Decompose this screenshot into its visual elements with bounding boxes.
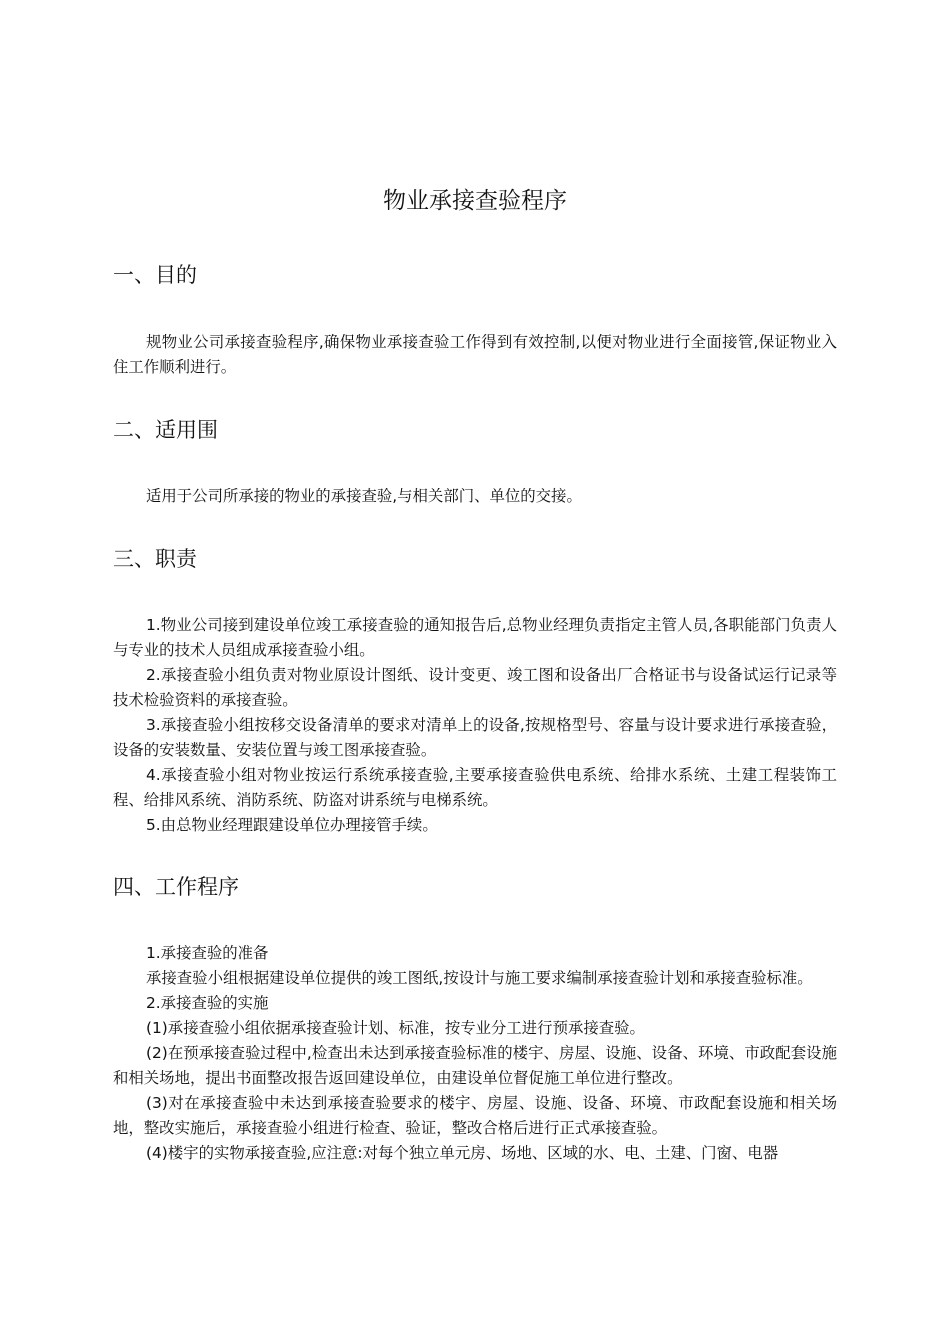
procedure-item: 承接查验小组根据建设单位提供的竣工图纸,按设计与施工要求编制承接查验计划和承接查验标准。 bbox=[146, 969, 813, 987]
section-heading-scope: 二、适用围 bbox=[113, 418, 218, 442]
procedure-item: (1)承接查验小组依据承接查验计划、标准，按专业分工进行预承接查验。 bbox=[146, 1019, 645, 1037]
procedure-item: 1.承接查验的准备 bbox=[146, 944, 269, 962]
procedure-item: 2.承接查验的实施 bbox=[146, 994, 269, 1012]
section-heading-purpose: 一、目的 bbox=[113, 263, 197, 287]
duties-list bbox=[113, 613, 837, 838]
duty-item: 1.物业公司接到建设单位竣工承接查验的通知报告后,总物业经理负责指定主管人员,各职能部门负责人与专业的技术人员组成承接查验小组。 bbox=[113, 616, 837, 659]
duty-item: 2.承接查验小组负责对物业原设计图纸、设计变更、竣工图和设备出厂合格证书与设备试运行记录等技术检验资料的承接查验。 bbox=[113, 666, 837, 709]
duty-item: 3.承接查验小组按移交设备清单的要求对清单上的设备,按规格型号、容量与设计要求进行承接查验，设备的安装数量、安装位置与竣工图承接查验。 bbox=[113, 716, 837, 759]
duty-item: 5.由总物业经理跟建设单位办理接管手续。 bbox=[146, 816, 438, 834]
page-title: 物业承接查验程序 bbox=[383, 188, 567, 214]
section-heading-procedure: 四、工作程序 bbox=[113, 875, 239, 899]
scope-paragraph: 适用于公司所承接的物业的承接查验,与相关部门、单位的交接。 bbox=[146, 487, 582, 505]
procedure-item: (4)楼宇的实物承接查验,应注意:对每个独立单元房、场地、区域的水、电、土建、门窗、电器 bbox=[146, 1144, 779, 1162]
duty-item: 4.承接查验小组对物业按运行系统承接查验,主要承接查验供电系统、给排水系统、土建工程装饰工程、给排风系统、消防系统、防盗对讲系统与电梯系统。 bbox=[113, 766, 837, 809]
procedure-item: (3)对在承接查验中未达到承接查验要求的楼宇、房屋、设施、设备、环境、市政配套设施和相关场地，整改实施后，承接查验小组进行检查、验证，整改合格后进行正式承接查验。 bbox=[113, 1094, 837, 1137]
section-heading-duties: 三、职责 bbox=[113, 547, 197, 571]
purpose-paragraph: 规物业公司承接查验程序,确保物业承接查验工作得到有效控制,以便对物业进行全面接管,保证物业入住工作顺利进行。 bbox=[113, 333, 837, 376]
procedure-list bbox=[113, 941, 837, 1166]
procedure-item: (2)在预承接查验过程中,检查出未达到承接查验标准的楼宇、房屋、设施、设备、环境、市政配套设施和相关场地，提出书面整改报告返回建设单位，由建设单位督促施工单位进行整改。 bbox=[113, 1044, 837, 1087]
